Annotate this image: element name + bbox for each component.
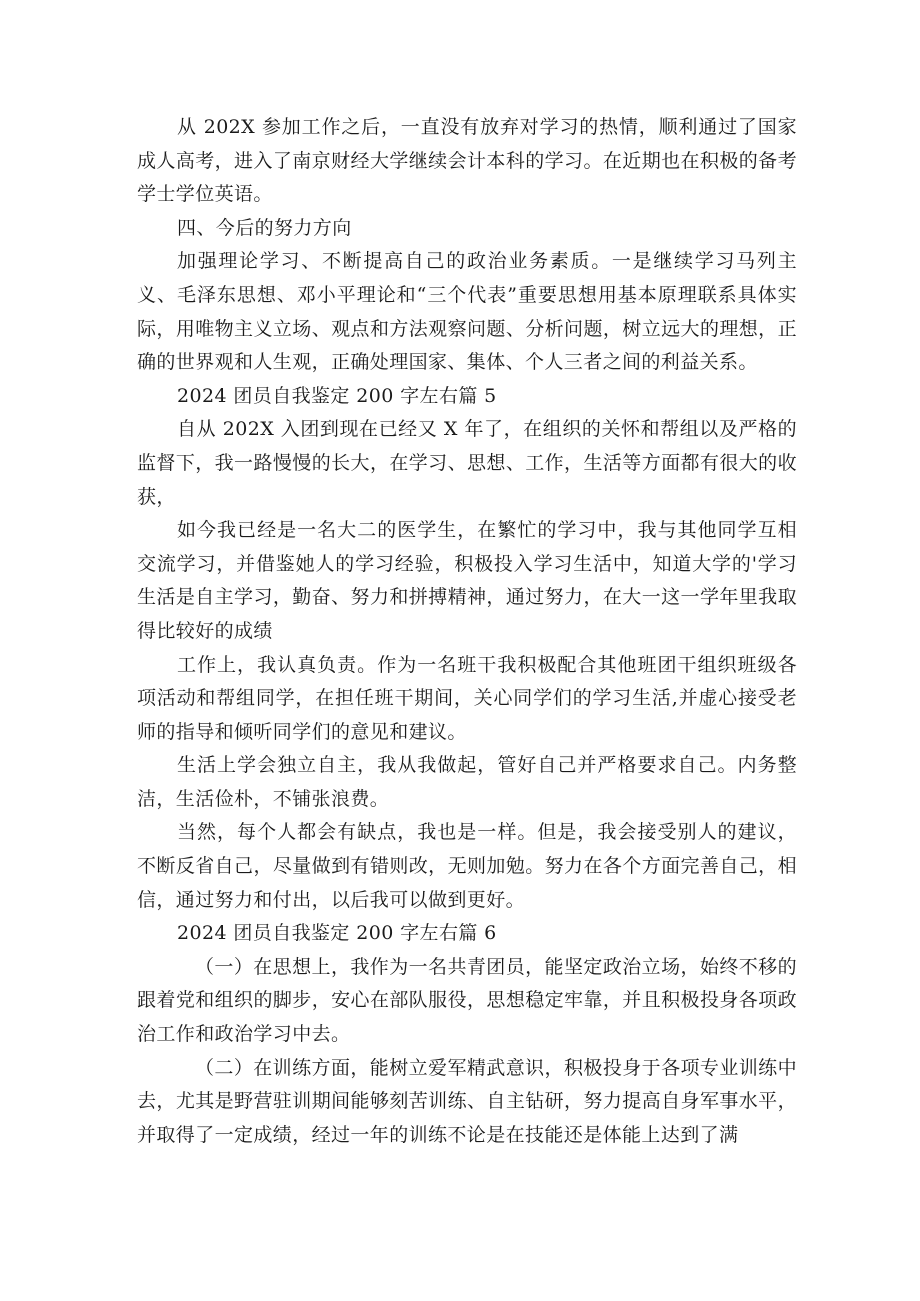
article-heading-part-6: 2024 团员自我鉴定 200 字左右篇 6 <box>177 922 497 945</box>
paragraph-study: 从 202X 参加工作之后，一直没有放弃对学习的热情，顺利通过了国家成人高考，进入了南京财经大学继续会计本科的学习。在近期也在积极的备考学士学位英语。 <box>137 116 797 206</box>
document-body <box>137 111 797 1152</box>
paragraph-joined-league: 自从 202X 入团到现在已经又 X 年了，在组织的关怀和帮组以及严格的监督下，我一路慢慢的长大，在学习、思想、工作，生活等方面都有很大的收获， <box>137 418 797 508</box>
article-heading-part-5: 2024 团员自我鉴定 200 字左右篇 5 <box>177 384 497 407</box>
paragraph-theory-study: 加强理论学习、不断提高自己的政治业务素质。一是继续学习马列主义、毛泽东思想、邓小平理论和“三个代表”重要思想用基本原理联系具体实际，用唯物主义立场、观点和方法观察问题、分析问题，树立远大的理想，正确的世界观和人生观，正确处理国家、集体、个人三者之间的利益关系。 <box>137 250 797 374</box>
section-heading-future-direction: 四、今后的努力方向 <box>177 216 352 239</box>
paragraph-shortcomings: 当然，每个人都会有缺点，我也是一样。但是，我会接受别人的建议，不断反省自己，尽量做到有错则改，无则加勉。努力在各个方面完善自己，相信，通过努力和付出，以后我可以做到更好。 <box>137 821 797 911</box>
paragraph-life: 生活上学会独立自主，我从我做起，管好自己并严格要求自己。内务整洁，生活俭朴，不铺张浪费。 <box>137 754 797 810</box>
paragraph-medical-student: 如今我已经是一名大二的医学生，在繁忙的学习中，我与其他同学互相交流学习，并借鉴她人的学习经验，积极投入学习生活中，知道大学的'学习生活是自主学习，勤奋、努力和拼搏精神，通过努力，在大一这一学年里我取得比较好的成绩 <box>137 519 797 642</box>
paragraph-training: （二）在训练方面，能树立爱军精武意识，积极投身于各项专业训练中去，尤其是野营驻训期间能够刻苦训练、自主钻研，努力提高自身军事水平，并取得了一定成绩，经过一年的训练不论是在技能还是体能上达到了满 <box>137 1056 797 1146</box>
paragraph-work: 工作上，我认真负责。作为一名班干我积极配合其他班团干组织班级各项活动和帮组同学，在担任班干期间，关心同学们的学习生活,并虚心接受老师的指导和倾听同学们的意见和建议。 <box>137 653 797 743</box>
paragraph-ideology: （一）在思想上，我作为一名共青团员，能坚定政治立场，始终不移的跟着党和组织的脚步，安心在部队服役，思想稳定牢靠，并且积极投身各项政治工作和政治学习中去。 <box>137 955 797 1046</box>
